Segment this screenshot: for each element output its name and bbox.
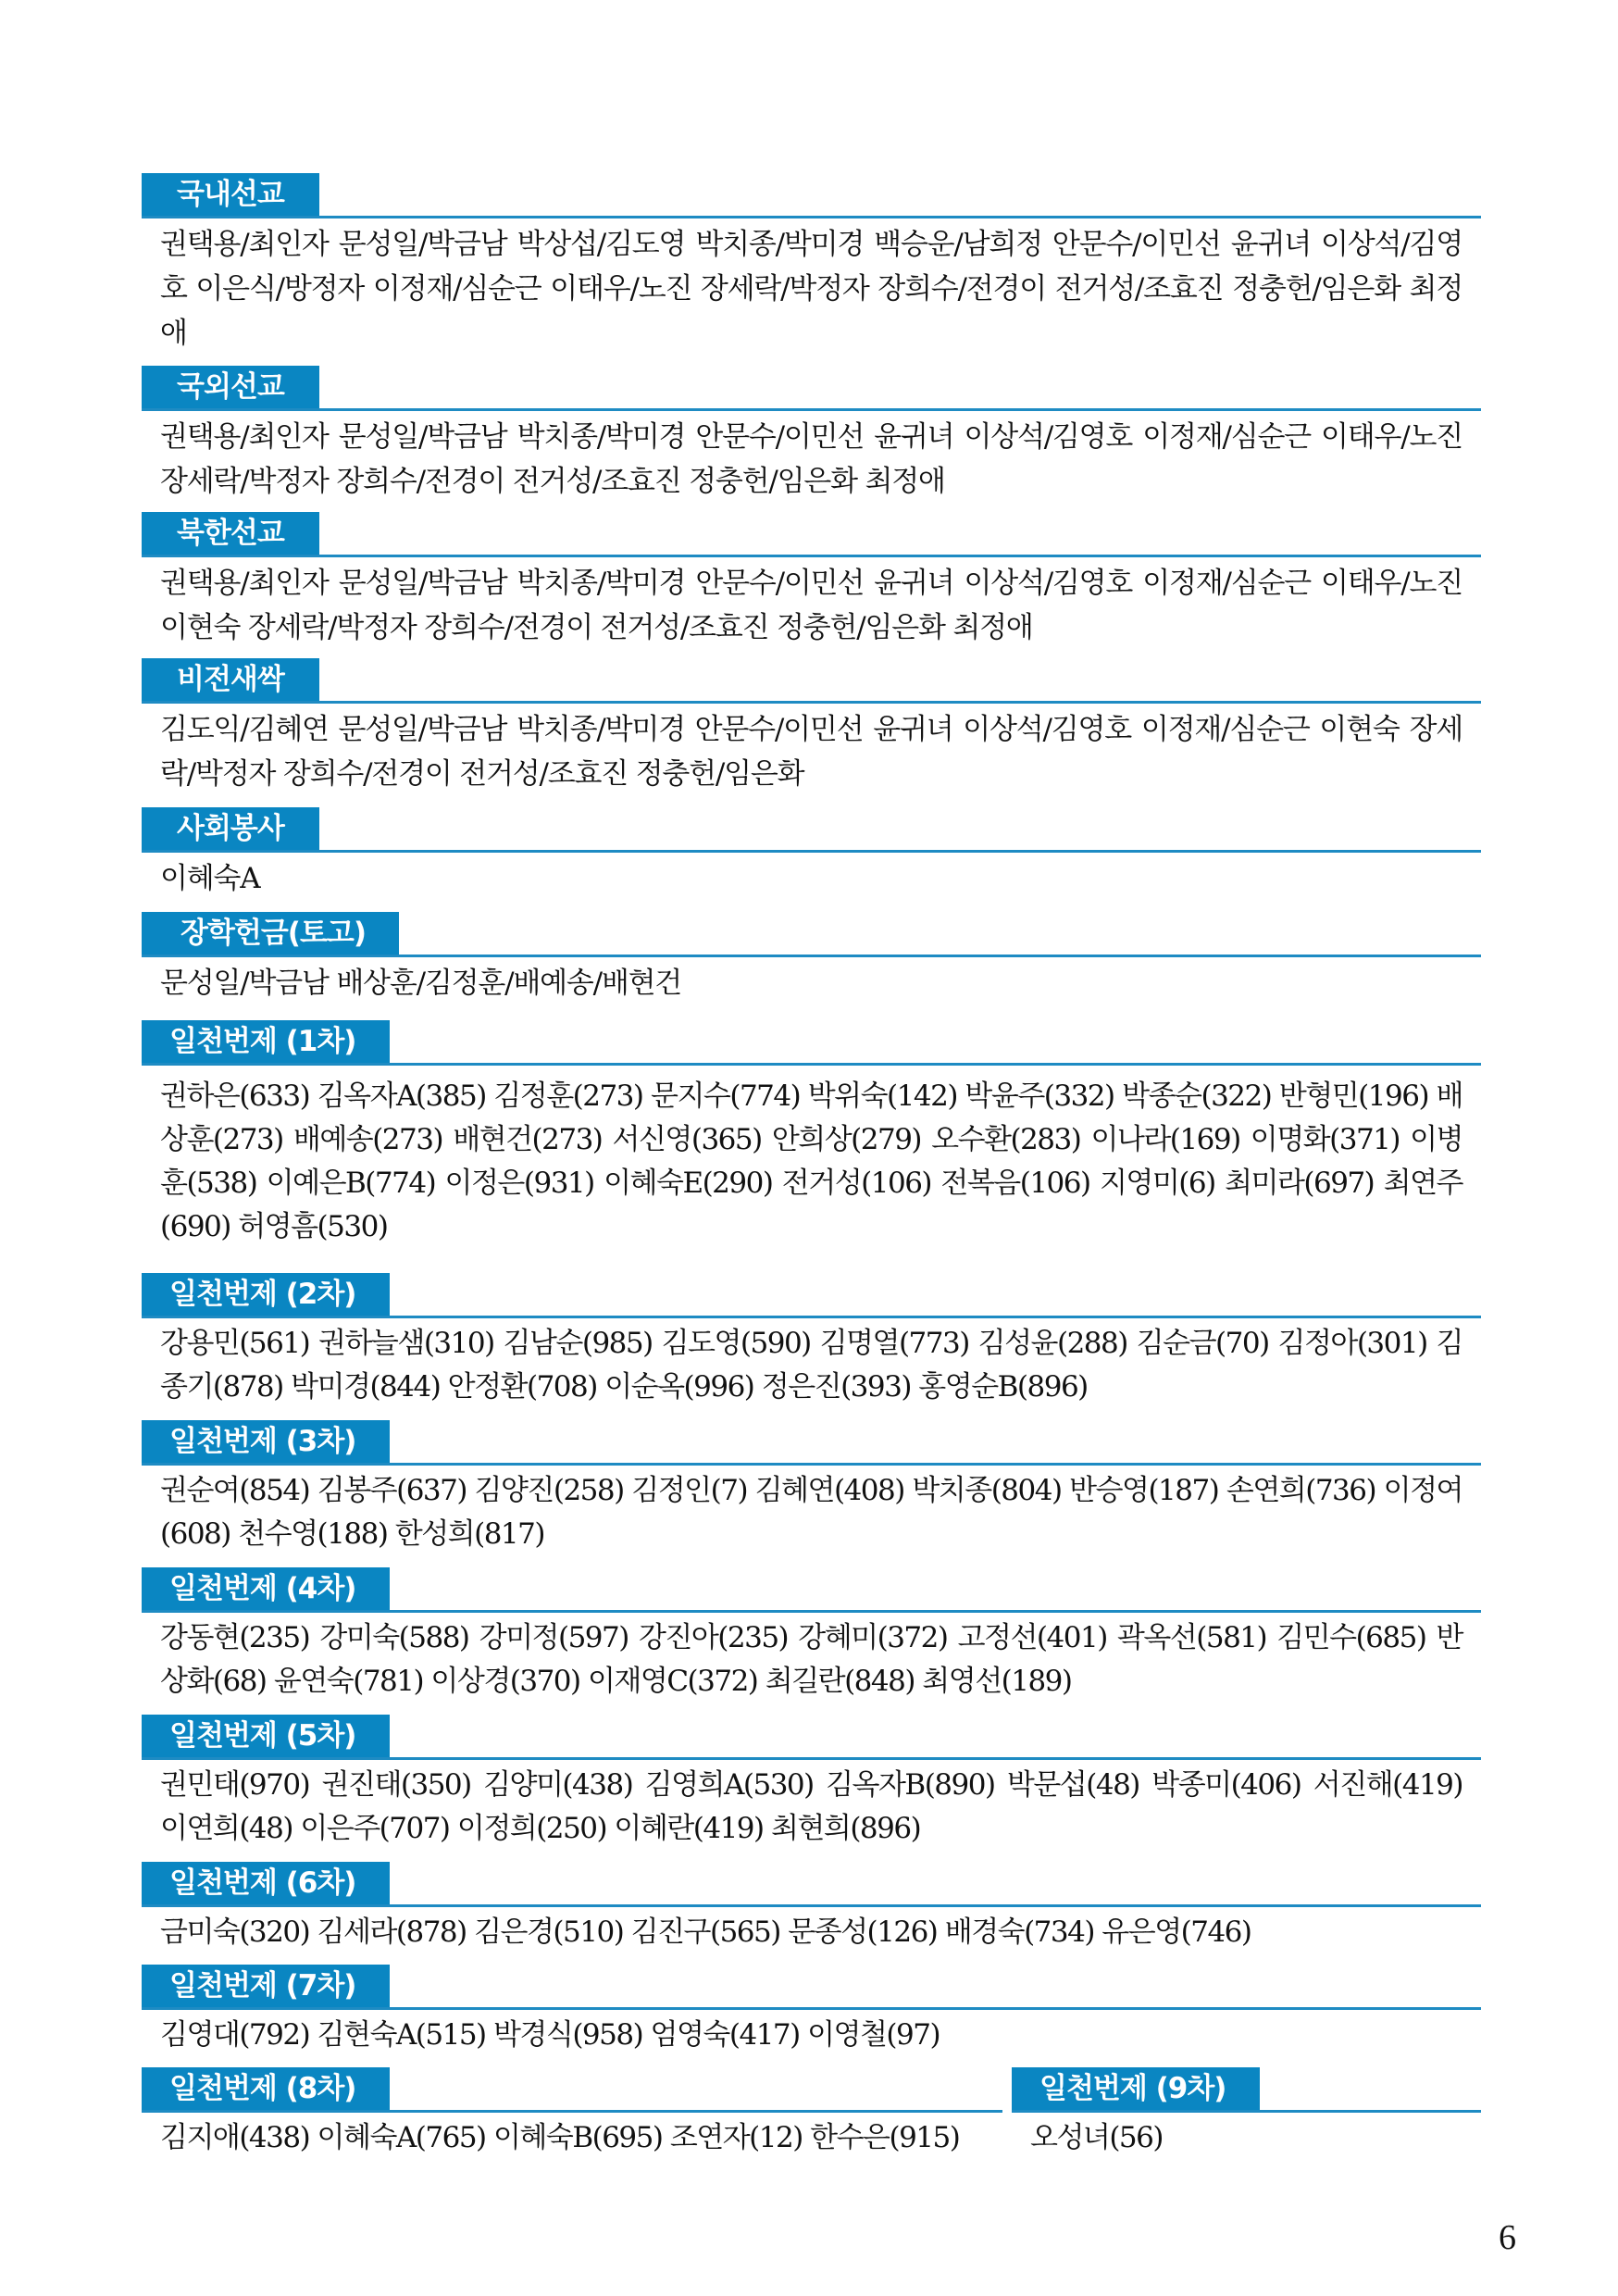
section-body: 이혜숙A	[160, 862, 260, 895]
section-title: 일천번제 (1차)	[142, 1020, 390, 1063]
section-vision-sprout	[142, 658, 1481, 796]
section-title: 국외선교	[142, 366, 319, 408]
section-title: 일천번제 (6차)	[142, 1862, 390, 1904]
section-north-korea-mission	[142, 512, 1481, 650]
section-thousand-offering-8	[142, 2067, 1002, 2160]
section-thousand-offering-1	[142, 1020, 1481, 1249]
section-thousand-offering-2	[142, 1273, 1481, 1409]
section-body: 권민태(970) 권진태(350) 김양미(438) 김영희A(530) 김옥자B(890) 박문섭(48) 박종미(406) 서진해(419) 이연희(48) 이은주(707) 이정희(250) 이혜란(419) 최현희(896)	[160, 1768, 1462, 1845]
section-body: 권택용/최인자 문성일/박금남 박상섭/김도영 박치종/박미경 백승운/남희정 안문수/이민선 윤귀녀 이상석/김영호 이은식/방정자 이정재/심순근 이태우/노진 장세락/박정자 장희수/전경이 전거성/조효진 정충헌/임은화 최정애	[160, 228, 1462, 350]
section-thousand-offering-9	[1012, 2067, 1481, 2160]
section-title: 일천번제 (7차)	[142, 1965, 390, 2007]
section-body: 김영대(792) 김현숙A(515) 박경식(958) 엄영숙(417) 이영철(97)	[160, 2018, 940, 2052]
section-body: 문성일/박금남 배상훈/김정훈/배예송/배현건	[160, 967, 682, 1000]
section-body: 권순여(854) 김봉주(637) 김양진(258) 김정인(7) 김혜연(408) 박치종(804) 반승영(187) 손연희(736) 이정여(608) 천수영(188) 한성희(817)	[160, 1474, 1462, 1551]
section-title: 일천번제 (9차)	[1012, 2067, 1260, 2110]
section-body: 강동현(235) 강미숙(588) 강미정(597) 강진아(235) 강혜미(372) 고정선(401) 곽옥선(581) 김민수(685) 반상화(68) 윤연숙(781) 이상경(370) 이재영C(372) 최길란(848) 최영선(189)	[160, 1621, 1462, 1698]
section-title: 국내선교	[142, 173, 319, 216]
section-title: 일천번제 (4차)	[142, 1567, 390, 1610]
section-thousand-offering-6	[142, 1862, 1481, 1954]
section-scholarship-offering	[142, 912, 1481, 1005]
section-thousand-offering-3	[142, 1420, 1481, 1556]
section-body: 오성녀(56)	[1030, 2121, 1163, 2154]
section-thousand-offering-7	[142, 1965, 1481, 2057]
section-body: 권택용/최인자 문성일/박금남 박치종/박미경 안문수/이민선 윤귀녀 이상석/김영호 이정재/심순근 이태우/노진 이현숙 장세락/박정자 장희수/전경이 전거성/조효진 정충헌/임은화 최정애	[160, 567, 1462, 644]
section-social-service	[142, 807, 1481, 901]
page-number: 6	[1499, 2218, 1516, 2257]
section-body: 금미숙(320) 김세라(878) 김은경(510) 김진구(565) 문종성(126) 배경숙(734) 유은영(746)	[160, 1915, 1251, 1949]
section-body: 권택용/최인자 문성일/박금남 박치종/박미경 안문수/이민선 윤귀녀 이상석/김영호 이정재/심순근 이태우/노진 장세락/박정자 장희수/전경이 전거성/조효진 정충헌/임은화 최정애	[160, 420, 1462, 498]
section-body: 강용민(561) 권하늘샘(310) 김남순(985) 김도영(590) 김명열(773) 김성윤(288) 김순금(70) 김정아(301) 김종기(878) 박미경(844) 안정환(708) 이순옥(996) 정은진(393) 홍영순B(896)	[160, 1327, 1462, 1404]
section-domestic-mission	[142, 173, 1481, 356]
section-overseas-mission	[142, 366, 1481, 504]
section-title: 장학헌금(토고)	[142, 912, 399, 955]
section-body: 김도익/김혜연 문성일/박금남 박치종/박미경 안문수/이민선 윤귀녀 이상석/김영호 이정재/심순근 이현숙 장세락/박정자 장희수/전경이 전거성/조효진 정충헌/임은화	[160, 713, 1462, 791]
section-title: 일천번제 (8차)	[142, 2067, 390, 2110]
section-title: 북한선교	[142, 512, 319, 555]
section-body: 권하은(633) 김옥자A(385) 김정훈(273) 문지수(774) 박위숙(142) 박윤주(332) 박종순(322) 반형민(196) 배상훈(273) 배예송(273) 배현건(273) 서신영(365) 안희상(279) 오수환(283) 이나라(169) 이명화(371) 이병훈(538) 이예은B(774) 이정은(931) 이혜숙E(290) 전거성(106) 전복음(106) 지영미(6) 최미라(697) 최연주(690) 허영흠(530)	[160, 1079, 1462, 1243]
section-title: 비전새싹	[142, 658, 319, 701]
section-title: 일천번제 (5차)	[142, 1715, 390, 1757]
section-thousand-offering-5	[142, 1715, 1481, 1851]
section-title: 일천번제 (2차)	[142, 1273, 390, 1316]
section-title: 일천번제 (3차)	[142, 1420, 390, 1463]
section-thousand-offering-4	[142, 1567, 1481, 1703]
section-title: 사회봉사	[142, 807, 319, 850]
section-body: 김지애(438) 이혜숙A(765) 이혜숙B(695) 조연자(12) 한수은(915)	[160, 2121, 960, 2154]
